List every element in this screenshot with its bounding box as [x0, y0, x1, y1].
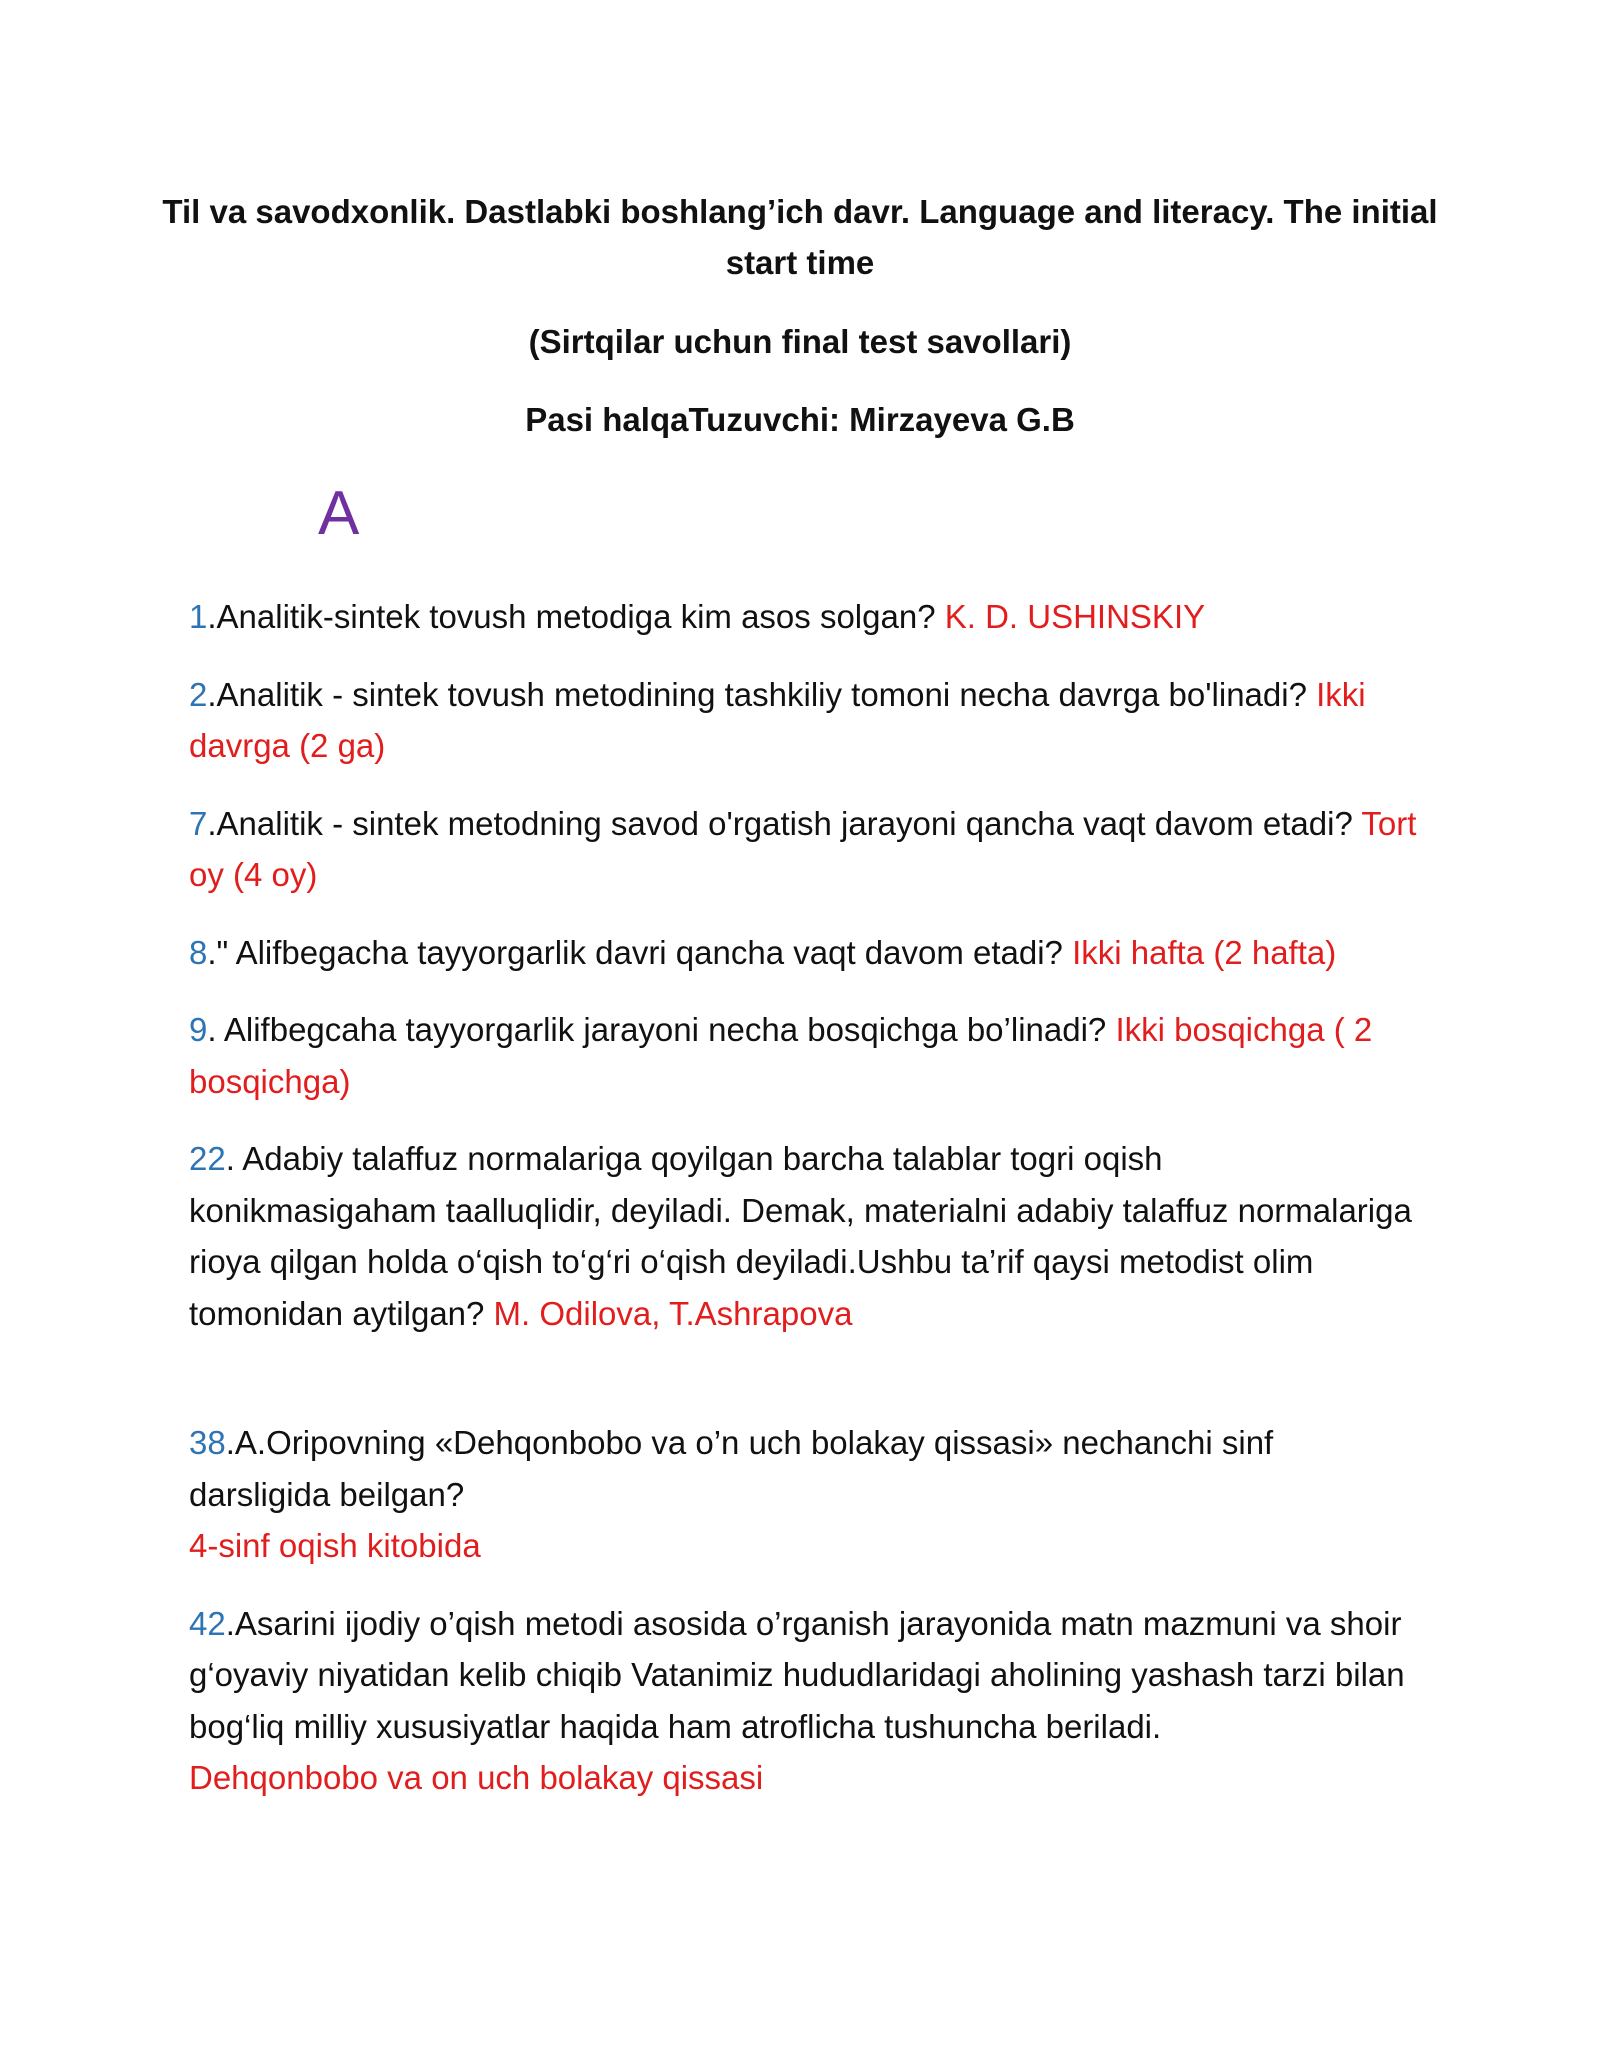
question-answer: Ikki hafta (2 hafta) [1072, 933, 1337, 971]
question-item [189, 1417, 1419, 1572]
question-text: Analitik - sintek metodning savod o'rgatish jarayoni qancha vaqt davom etadi? [216, 804, 1362, 842]
question-answer: Ikki bosqichga ( 2 bosqichga) [189, 1011, 1373, 1100]
question-separator: . [225, 1424, 235, 1461]
question-number: 38 [189, 1424, 226, 1461]
question-separator: . [225, 1140, 235, 1177]
question-separator: . [207, 598, 217, 635]
question-text: A.Oripovning «Dehqonbobo va o’n uch bolakay qissasi» nechanchi sinf darsligida beilgan? [189, 1424, 1274, 1513]
question-item [189, 1598, 1419, 1804]
question-text: Adabiy talaffuz normalariga qoyilgan barcha talablar togri oqish konikmasigaham taalluqlidir, deyiladi. Demak, materialni adabiy talaffuz normalariga rioya qilgan holda o‘qish to‘g‘ri o‘qish deyiladi.Ushbu ta’rif qaysi metodist olim tomonidan aytilgan? [189, 1140, 1412, 1332]
question-number: 8 [189, 933, 208, 971]
question-number: 42 [189, 1604, 226, 1642]
question-separator: . [207, 933, 217, 971]
question-separator: . [225, 1604, 235, 1642]
question-separator: . [207, 1011, 217, 1048]
question-item [189, 591, 1419, 643]
question-answer: M. Odilova, T.Ashrapova [493, 1294, 853, 1332]
question-number: 7 [189, 804, 208, 842]
question-number: 22 [189, 1140, 226, 1177]
document-subtitle: (Sirtqilar uchun final test savollari) [528, 323, 1072, 360]
question-item [189, 1004, 1419, 1107]
question-number: 2 [189, 675, 208, 713]
question-item [189, 798, 1419, 901]
question-separator: . [207, 804, 217, 842]
question-number: 1 [189, 598, 208, 635]
question-text: Analitik - sintek tovush metodining tashkiliy tomoni necha davrga bo'linadi? [216, 675, 1317, 713]
question-item [189, 669, 1419, 772]
document-author: Pasi halqaTuzuvchi: Mirzayeva G.B [525, 401, 1075, 438]
question-text: " Alifbegacha tayyorgarlik davri qancha vaqt davom etadi? [216, 933, 1073, 971]
variant-label: A [318, 479, 360, 548]
question-separator: . [207, 675, 217, 713]
question-answer: K. D. USHINSKIY [944, 598, 1206, 635]
question-text: Analitik-sintek tovush metodiga kim asos solgan? [216, 598, 945, 635]
document-title: Til va savodxonlik. Dastlabki boshlang’ich davr. Language and literacy. The initial start time [162, 193, 1438, 281]
question-text: Alifbegcaha tayyorgarlik jarayoni necha bosqichga bo’linadi? [216, 1011, 1116, 1048]
question-number: 9 [189, 1011, 208, 1048]
question-item [189, 1133, 1419, 1339]
question-list [189, 591, 1419, 1830]
question-answer: Ikki davrga (2 ga) [189, 675, 1366, 764]
question-text: Asarini ijodiy o’qish metodi asosida o’rganish jarayonida matn mazmuni va shoir g‘oyaviy niyatidan kelib chiqib Vatanimiz hududlaridagi aholining yashash tarzi bilan bog‘liq milliy xususiyatlar haqida ham atroflicha tushuncha beriladi. [189, 1604, 1405, 1745]
question-answer: Tort oy (4 oy) [189, 804, 1417, 893]
question-answer: 4-sinf oqish kitobida [189, 1527, 481, 1564]
question-answer: Dehqonbobo va on uch bolakay qissasi [189, 1759, 764, 1796]
question-item [189, 927, 1419, 979]
